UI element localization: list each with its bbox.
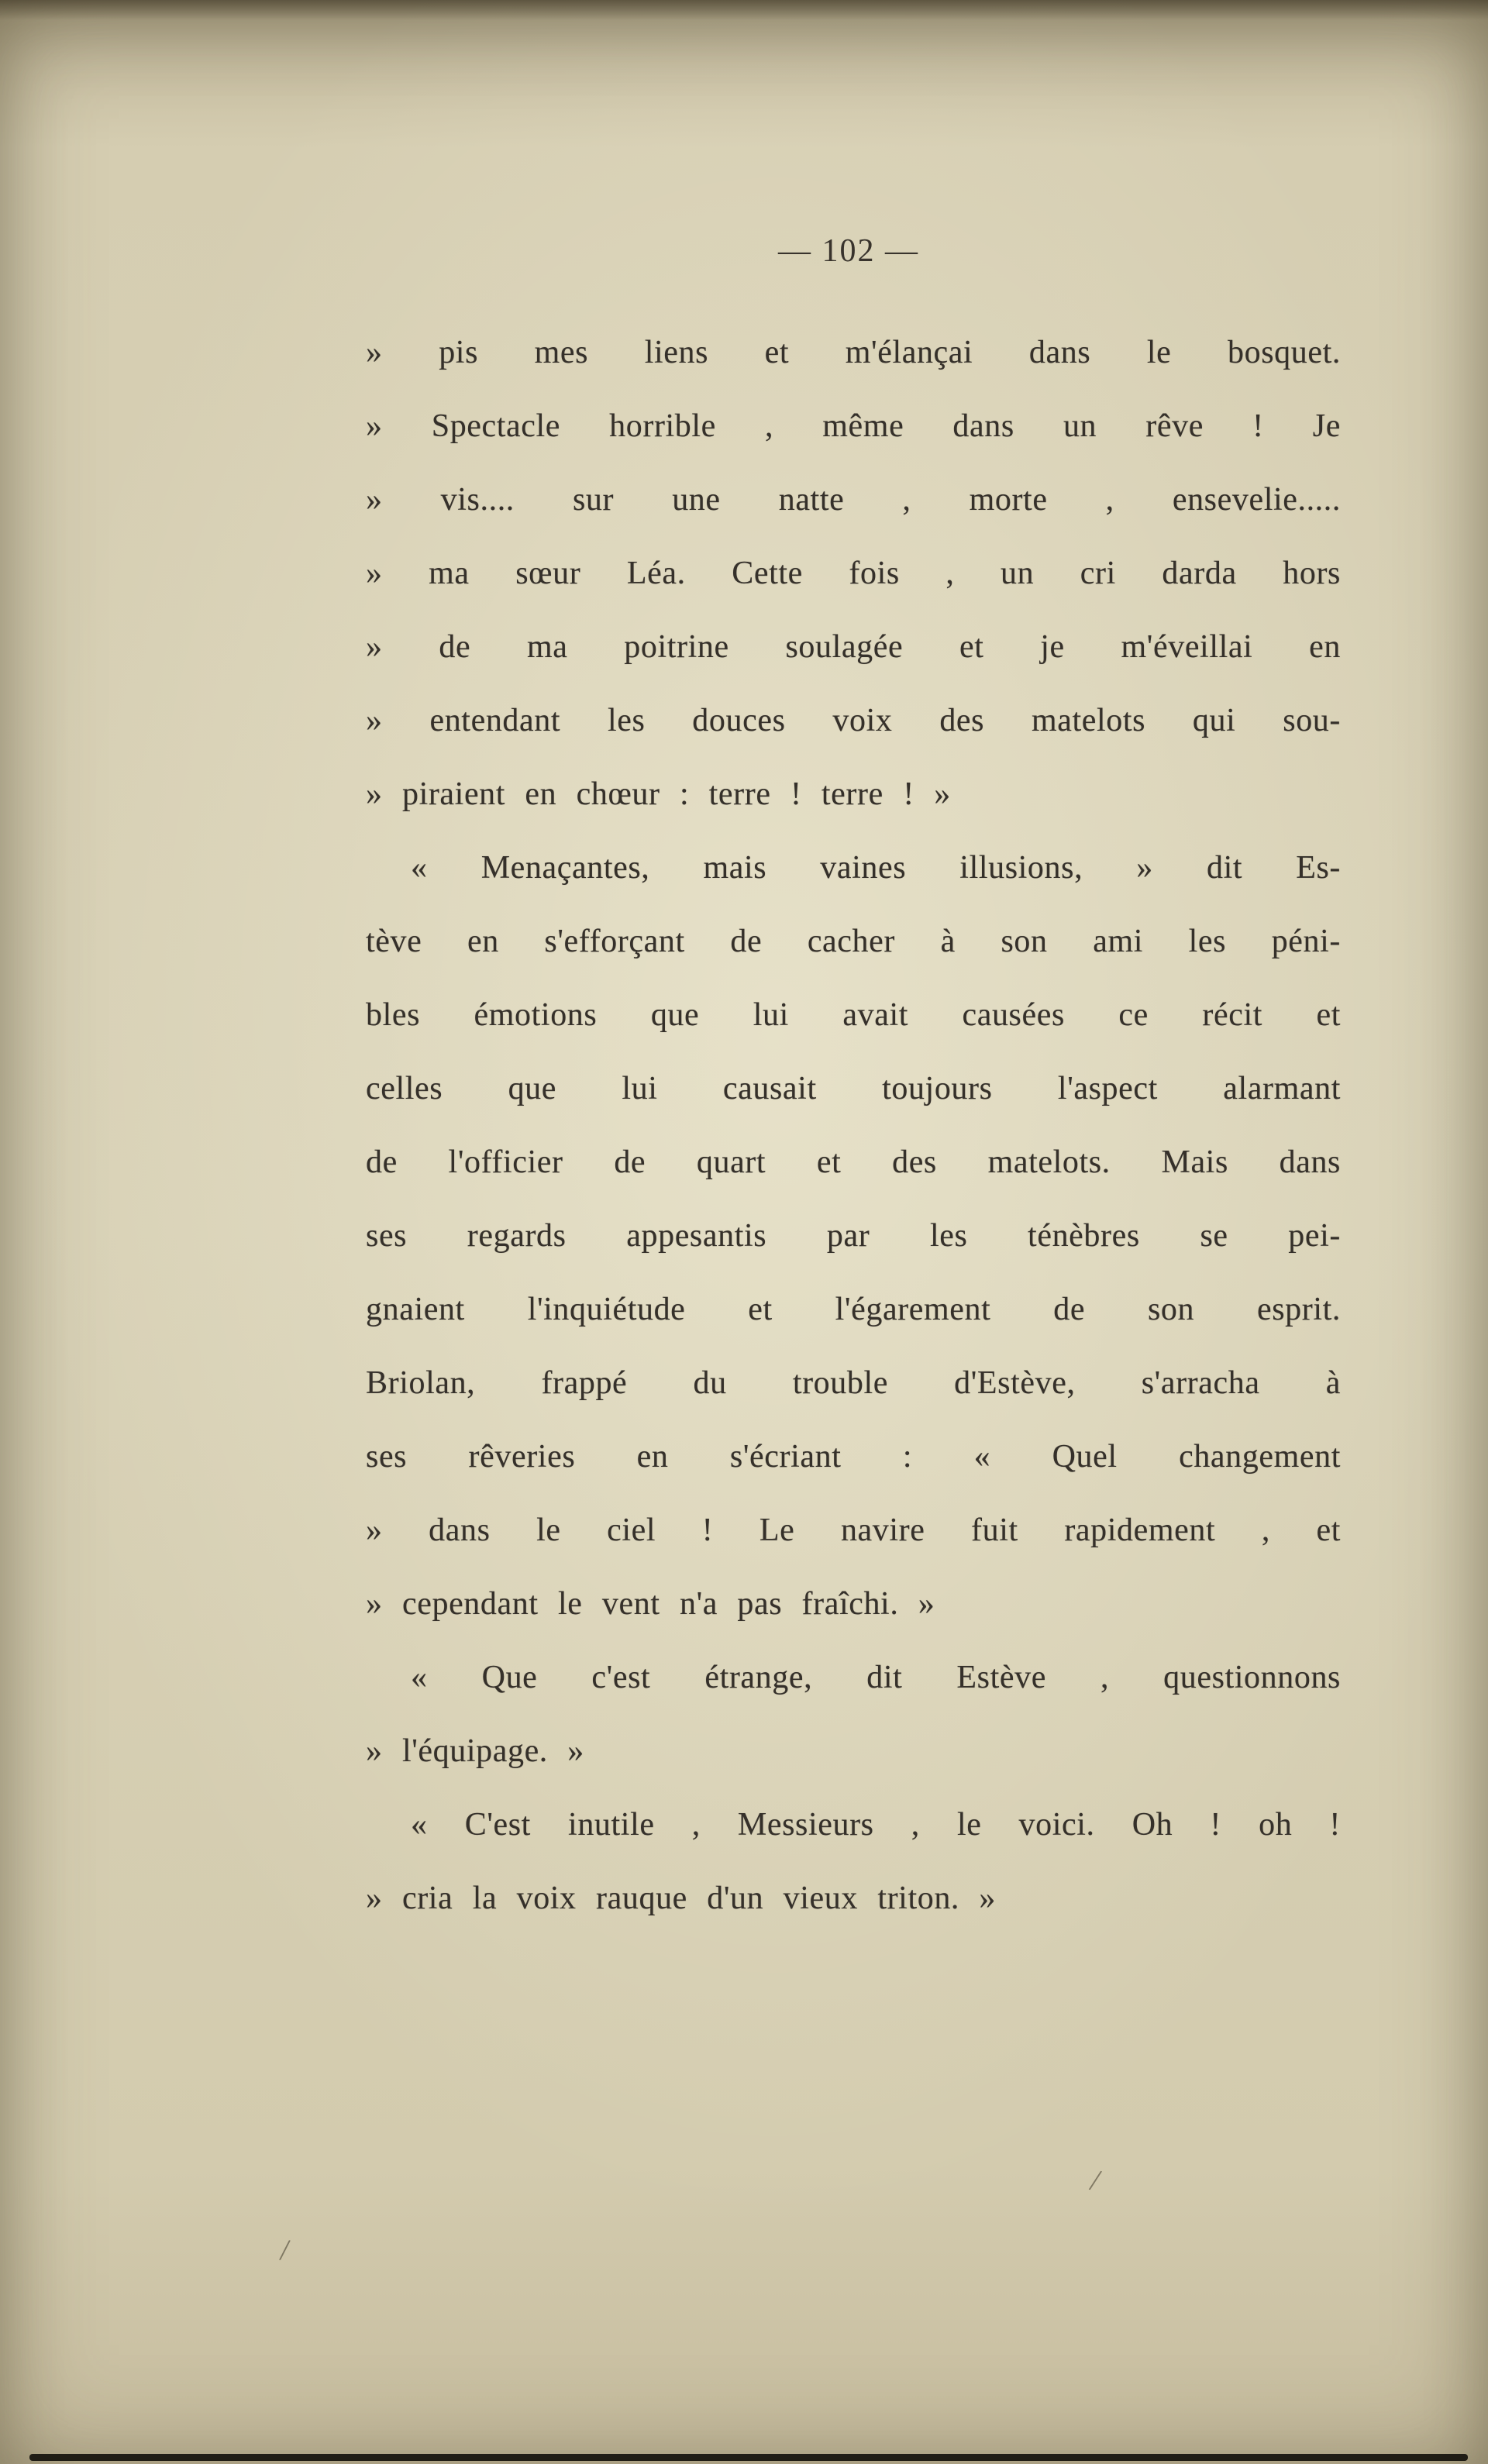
text-line: « C'est inutile , Messieurs , le voici. Oh ! oh ! <box>411 1807 1341 1843</box>
page-number: — 102 — <box>778 233 919 269</box>
text-line: » vis.... sur une natte , morte , ensevelie..... <box>366 482 1341 518</box>
text-line: » entendant les douces voix des matelots qui sou- <box>366 703 1341 738</box>
text-line: ses rêveries en s'écriant : « Quel changement <box>366 1439 1341 1475</box>
scan-artifact: / <box>1087 2162 1104 2198</box>
scan-top-edge <box>0 0 1488 20</box>
text-line: » Spectacle horrible , même dans un rêve ! Je <box>366 408 1341 444</box>
text-line: » cependant le vent n'a pas fraîchi. » <box>366 1586 935 1622</box>
text-line: » pis mes liens et m'élançai dans le bosquet. <box>366 335 1341 370</box>
text-line: ses regards appesantis par les ténèbres se pei- <box>366 1218 1341 1254</box>
text-line: tève en s'efforçant de cacher à son ami les péni- <box>366 924 1341 959</box>
text-line: » ma sœur Léa. Cette fois , un cri darda hors <box>366 556 1341 591</box>
text-line: » dans le ciel ! Le navire fuit rapidement , et <box>366 1512 1341 1548</box>
text-line: de l'officier de quart et des matelots. Mais dans <box>366 1144 1341 1180</box>
text-line: » l'équipage. » <box>366 1733 584 1769</box>
text-line: gnaient l'inquiétude et l'égarement de son esprit. <box>366 1292 1341 1327</box>
text-line: » cria la voix rauque d'un vieux triton. » <box>366 1881 996 1916</box>
text-line: Briolan, frappé du trouble d'Estève, s'arracha à <box>366 1365 1341 1401</box>
scan-bottom-edge <box>29 2454 1468 2461</box>
scan-artifact: / <box>277 2232 292 2268</box>
text-line: » de ma poitrine soulagée et je m'éveillai en <box>366 629 1341 665</box>
text-line: « Que c'est étrange, dit Estève , questionnons <box>411 1660 1341 1695</box>
text-block <box>366 316 1341 1936</box>
text-line: » piraient en chœur : terre ! terre ! » <box>366 776 951 812</box>
text-line: celles que lui causait toujours l'aspect alarmant <box>366 1071 1341 1106</box>
text-line: « Menaçantes, mais vaines illusions, » dit Es- <box>411 850 1341 886</box>
text-line: bles émotions que lui avait causées ce récit et <box>366 997 1341 1033</box>
